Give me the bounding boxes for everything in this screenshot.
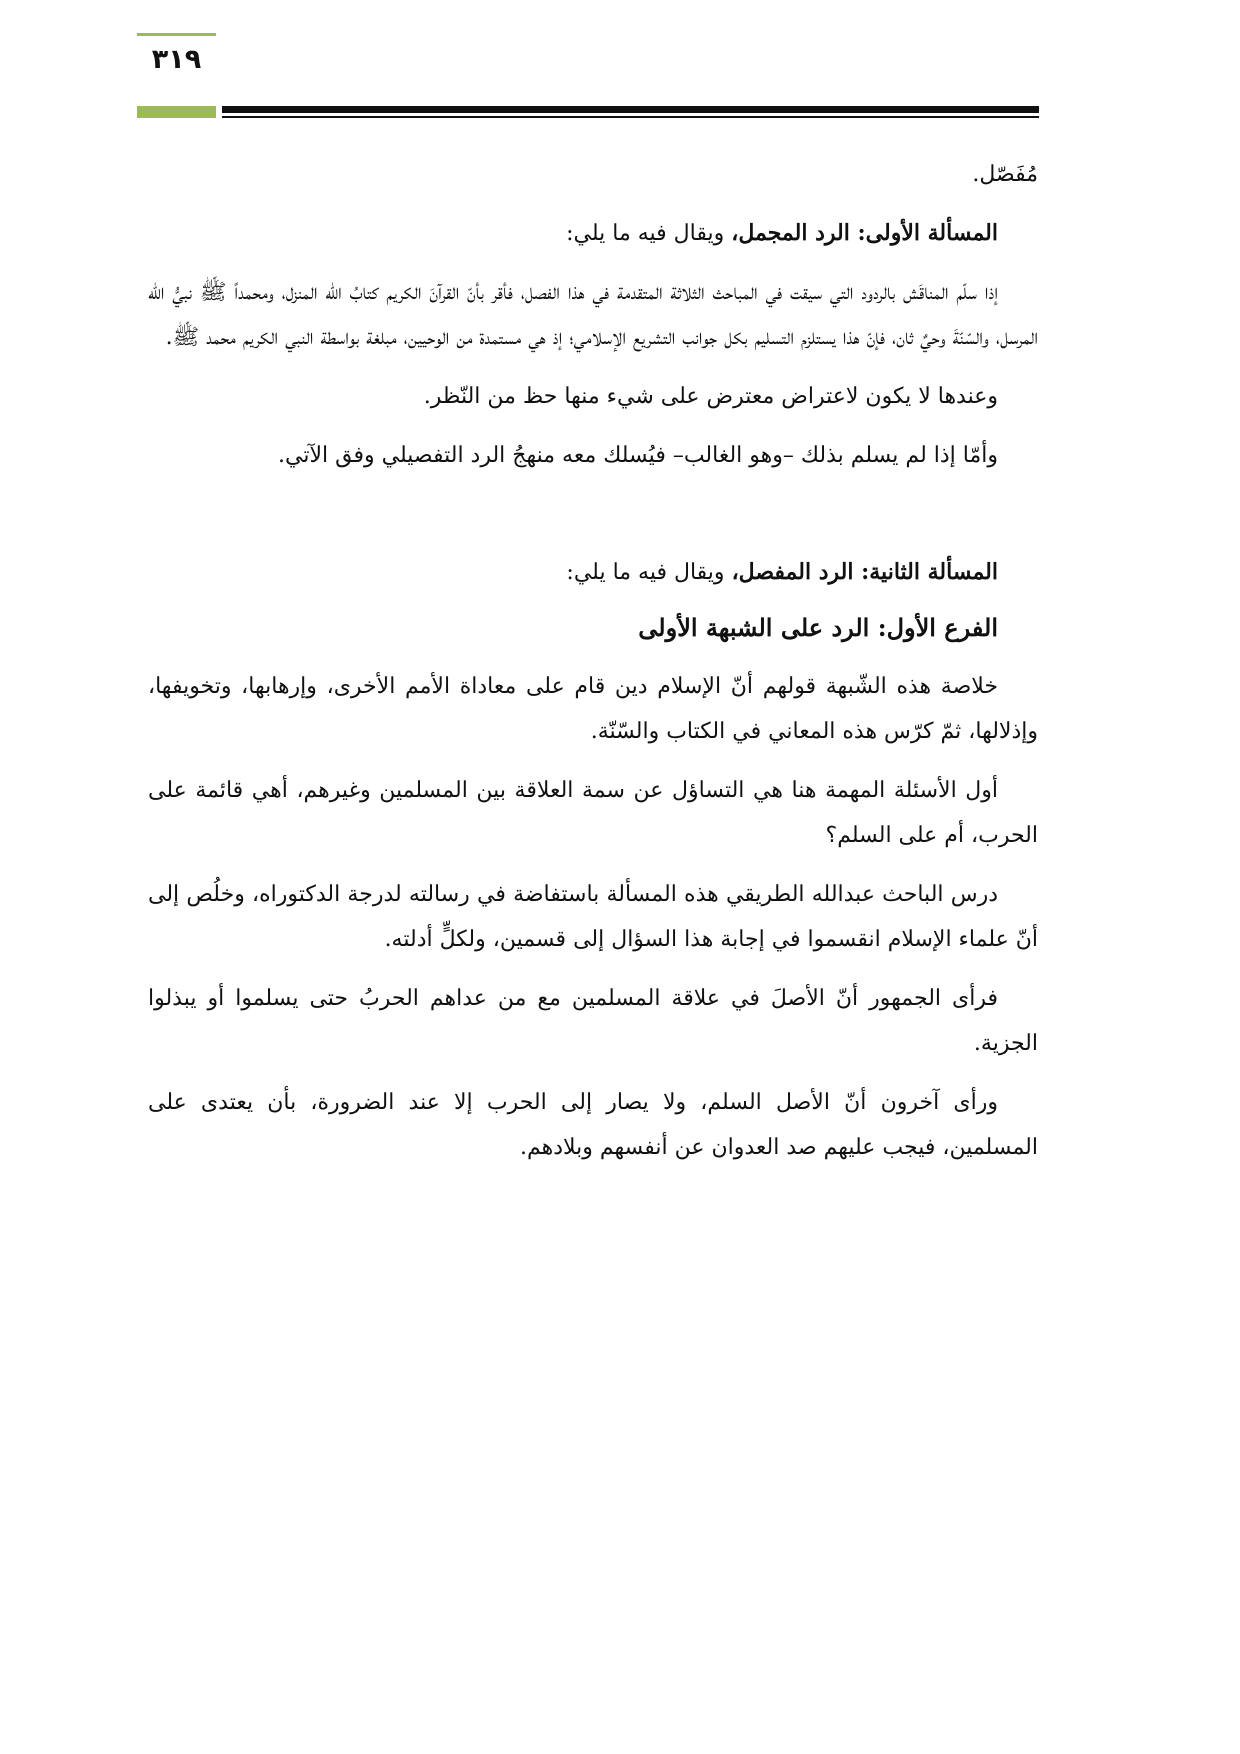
- page-body: [148, 152, 1038, 1170]
- paragraph: أول الأسئلة المهمة هنا هي التساؤل عن سمة العلاقة بين المسلمين وغيرهم، أهي قائمة على الحرب، أم على السلم؟: [148, 778, 1038, 848]
- second-question-text: ويقال فيه ما يلي:: [566, 560, 732, 585]
- paragraph: ورأى آخرون أنّ الأصل السلم، ولا يصار إلى الحرب إلا عند الضرورة، بأن يعتدى على المسلمين، فيجب عليهم صد العدوان عن أنفسهم وبلادهم.: [148, 1090, 1038, 1160]
- paragraph: وأمّا إذا لم يسلم بذلك –وهو الغالب– فيُسلك معه منهجُ الرد التفصيلي وفق الآتي.: [278, 443, 998, 468]
- first-question-text: ويقال فيه ما يلي:: [566, 221, 732, 246]
- paragraph: فرأى الجمهور أنّ الأصلَ في علاقة المسلمين مع من عداهم الحربُ حتى يسلموا أو يبذلوا الجزية.: [148, 986, 1038, 1056]
- page-number: ٣١٩: [151, 44, 202, 75]
- second-question-label: المسألة الثانية: الرد المفصل،: [731, 559, 998, 585]
- green-accent-block: [137, 106, 216, 118]
- green-accent-line: [137, 33, 216, 36]
- paragraph: خلاصة هذه الشّبهة قولهم أنّ الإسلام دين قام على معاداة الأمم الأخرى، وإرهابها، وتخويفها، وإذلالها، ثمّ كرّس هذه المعاني في الكتاب والسّنّة.: [148, 674, 1038, 744]
- second-question-line: [148, 550, 1038, 595]
- paragraph: وعندها لا يكون لاعتراض معترض على شيء منها حظ من النّظر.: [423, 384, 998, 409]
- paragraph: درس الباحث عبدالله الطريقي هذه المسألة باستفاضة في رسالته لدرجة الدكتوراه، وخلُص إلى أنّ علماء الإسلام انقسموا في إجابة هذا السؤال إلى قسمين، ولكلٍّ أدلته.: [148, 882, 1038, 952]
- paragraph: إذا سلّم المناقَش بالردود التي سيقت في المباحث الثلاثة المتقدمة في هذا الفصل، فأقر بأنّ القرآنَ الكريم كتابُ الله المنزل، ومحمداً ﷺ نبيُّ الله المرسل، والسّنّةَ وحيٌ ثان، فإنّ هذا يستلزم التسليم بكل جوانب التشريع الإسلامي؛ إذ هي مستمدة من الوحيين، مبلغة بواسطة النبي الكريم محمد ﷺ.: [148, 280, 1038, 350]
- header-rule-thick: [222, 106, 1039, 113]
- section-heading: الفرع الأول: الرد على الشبهة الأولى: [638, 613, 998, 642]
- continuation-line: مُفَصّل.: [972, 162, 1038, 187]
- page-header: [0, 0, 1240, 130]
- header-rule-thin: [222, 116, 1039, 118]
- first-question-line: [148, 211, 1038, 256]
- first-question-label: المسألة الأولى: الرد المجمل،: [731, 220, 998, 246]
